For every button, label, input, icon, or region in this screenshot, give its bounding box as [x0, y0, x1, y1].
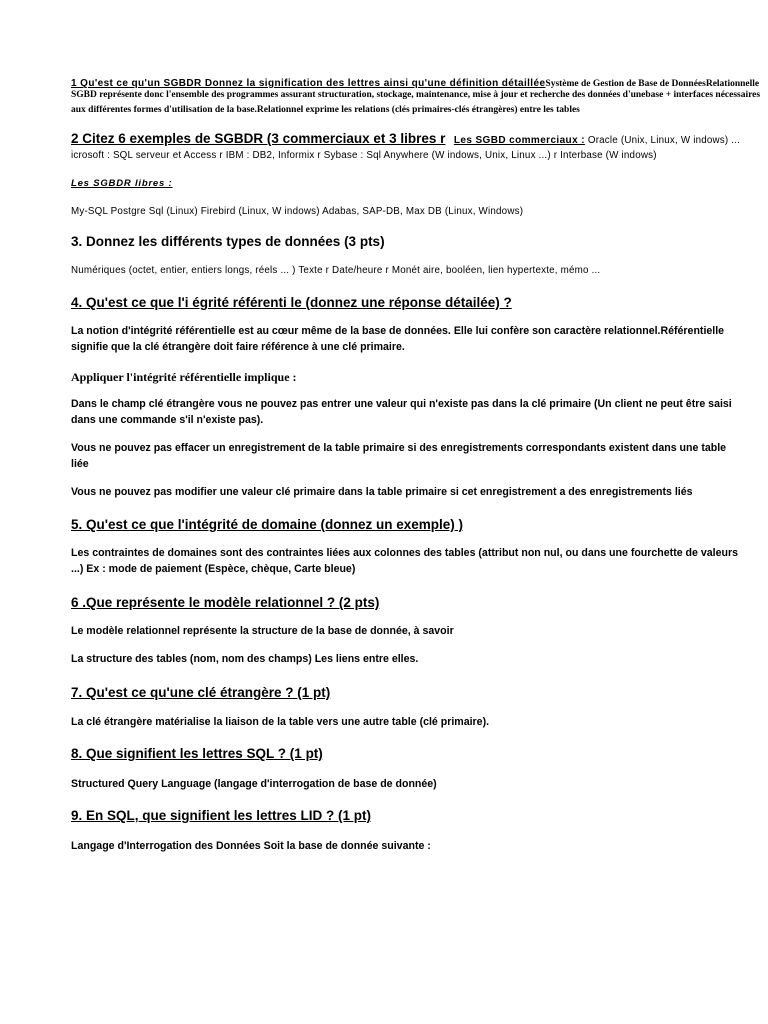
q3-heading: 3. Donnez les différents types de données (3 pts): [71, 234, 385, 249]
q7-answer: La clé étrangère matérialise la liaison de la table vers une autre table (clé primaire).: [71, 716, 490, 728]
q1-answer-line-2: SGBD représente donc l'ensemble des programmes assurant structuration, stockage, maintenance, mise à jour et recherche des données d'unebase + interfaces nécessaires: [71, 90, 761, 100]
q4-p1-line-1: La notion d'intégrité référentielle est au cœur même de la base de données. Elle lui confère son caractère relationnel.Référentielle: [71, 325, 725, 337]
q3-answer: Numériques (octet, entier, entiers longs, réels ... ) Texte r Date/heure r Monét aire, booléen, lien hypertexte, mémo ...: [71, 265, 601, 276]
q4-heading: 4. Qu'est ce que l'i égrité référenti le (donnez une réponse détailée) ?: [71, 295, 512, 310]
q2-libres: My-SQL Postgre Sql (Linux) Firebird (Linux, W indows) Adabas, SAP-DB, Max DB (Linux, Windows): [71, 206, 524, 217]
q7-heading: 7. Qu'est ce qu'une clé étrangère ? (1 pt): [71, 685, 331, 700]
q2-heading-line: [71, 130, 768, 148]
q2-heading: 2 Citez 6 exemples de SGBDR (3 commerciaux et 3 libres r: [71, 131, 446, 146]
q1-answer-line-3: aux différentes formes d'utilisation de la base.Relationnel exprime les relations (clés primaires-clés étrangères) entre les tables: [71, 105, 580, 115]
q6-line-1: Le modèle relationnel représente la structure de la base de donnée, à savoir: [71, 625, 454, 637]
q9-answer: Langage d'Interrogation des Données Soit la base de donnée suivante :: [71, 840, 431, 852]
q4-p2-line-1: Dans le champ clé étrangère vous ne pouvez pas entrer une valeur qui n'existe pas dans la clé primaire (Un client ne peut être saisi: [71, 398, 732, 410]
q4-p1-line-2: signifie que la clé étrangère doit faire référence à une clé primaire.: [71, 341, 405, 353]
q8-heading-line: [71, 745, 768, 763]
q9-heading: 9. En SQL, que signifient les lettres LID ? (1 pt): [71, 808, 372, 823]
q7-heading-line: [71, 684, 768, 702]
q8-answer: Structured Query Language (langage d'interrogation de base de donnée): [71, 778, 437, 790]
q2-commercial-line-2: icrosoft : SQL serveur et Access r IBM : DB2, Informix r Sybase : Sql Anywhere (W indows, Unix, Linux ...) r Interbase (W indows): [71, 150, 657, 161]
q6-heading-line: [71, 594, 768, 612]
q4-p4: Vous ne pouvez pas modifier une valeur clé primaire dans la table primaire si cet enregistrement a des enregistrements liés: [71, 486, 693, 498]
q8-heading: 8. Que signifient les lettres SQL ? (1 pt): [71, 746, 323, 761]
q2-sub-commercial: Les SGBD commerciaux :: [453, 135, 585, 146]
q5-line-1: Les contraintes de domaines sont des contraintes liées aux colonnes des tables (attribut non nul, ou dans une fourchette de valeurs: [71, 547, 738, 559]
q2-commercial-start: Oracle (Unix, Linux, W indows) ...: [584, 135, 741, 146]
q4-p2-line-2: dans une commande s'il n'existe pas).: [71, 414, 264, 426]
q1-answer-start: Système de Gestion de Base de DonnéesRelationnelle: [545, 79, 760, 89]
q5-heading: 5. Qu'est ce que l'intégrité de domaine (donnez un exemple) ): [71, 517, 463, 532]
q9-heading-line: [71, 807, 768, 825]
q4-p3-line-1: Vous ne pouvez pas effacer un enregistrement de la table primaire si des enregistrements correspondants existent dans une table: [71, 442, 727, 454]
q4-p3-line-2: liée: [71, 458, 89, 470]
q4-heading-line: [71, 294, 768, 312]
q1-heading: 1 Qu'est ce qu'un SGBDR Donnez la signification des lettres ainsi qu'une définition détaillée: [71, 78, 546, 89]
q4-subheading: Appliquer l'intégrité référentielle implique :: [71, 370, 297, 384]
q6-heading: 6 .Que représente le modèle relationnel ? (2 pts): [71, 595, 380, 610]
q5-line-2: ...) Ex : mode de paiement (Espèce, chèque, Carte bleue): [71, 563, 356, 575]
q6-line-2: La structure des tables (nom, nom des champs) Les liens entre elles.: [71, 653, 419, 665]
q2-sub-libres: Les SGBDR libres :: [71, 178, 173, 189]
q3-heading-line: [71, 233, 768, 251]
q1-heading-line: [71, 73, 768, 91]
q5-heading-line: [71, 516, 768, 534]
